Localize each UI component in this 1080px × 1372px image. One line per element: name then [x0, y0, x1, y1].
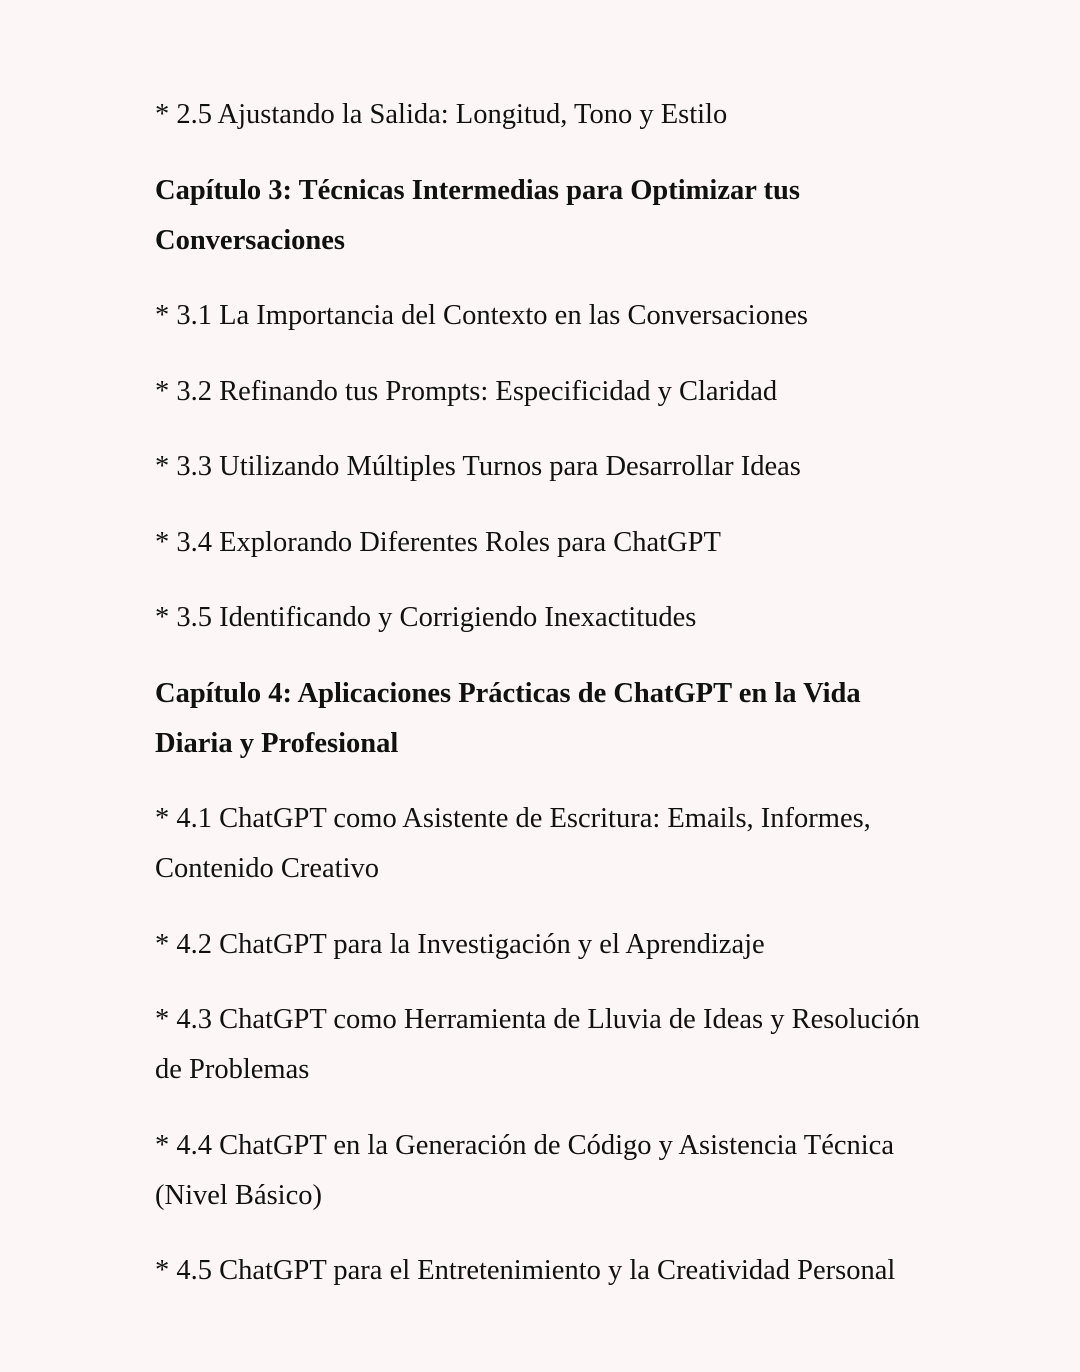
toc-item-3-3: * 3.3 Utilizando Múltiples Turnos para Desarrollar Ideas [155, 451, 801, 482]
toc-item-4-3: * 4.3 ChatGPT como Herramienta de Lluvia de Ideas y Resolución de Problemas [155, 1004, 920, 1085]
toc-item-4-1: * 4.1 ChatGPT como Asistente de Escritura: Emails, Informes, Contenido Creativo [155, 803, 871, 884]
toc-item-4-2: * 4.2 ChatGPT para la Investigación y el Aprendizaje [155, 928, 765, 960]
toc-chapter-3-heading: Capítulo 3: Técnicas Intermedias para Optimizar tus Conversaciones [155, 174, 800, 256]
toc-chapter-4-heading: Capítulo 4: Aplicaciones Prácticas de ChatGPT en la Vida Diaria y Profesional [155, 677, 861, 759]
toc-item-3-2: * 3.2 Refinando tus Prompts: Especificidad y Claridad [155, 375, 778, 407]
toc-item-3-5: * 3.5 Identificando y Corrigiendo Inexactitudes [155, 602, 697, 633]
toc-item-3-4: * 3.4 Explorando Diferentes Roles para ChatGPT [155, 526, 721, 558]
toc-item-2-5: * 2.5 Ajustando la Salida: Longitud, Tono y Estilo [155, 99, 728, 130]
toc-item-3-1: * 3.1 La Importancia del Contexto en las Conversaciones [155, 300, 808, 331]
toc-item-4-5: * 4.5 ChatGPT para el Entretenimiento y la Creatividad Personal [155, 1255, 896, 1286]
toc-item-4-4: * 4.4 ChatGPT en la Generación de Código y Asistencia Técnica (Nivel Básico) [155, 1129, 894, 1211]
